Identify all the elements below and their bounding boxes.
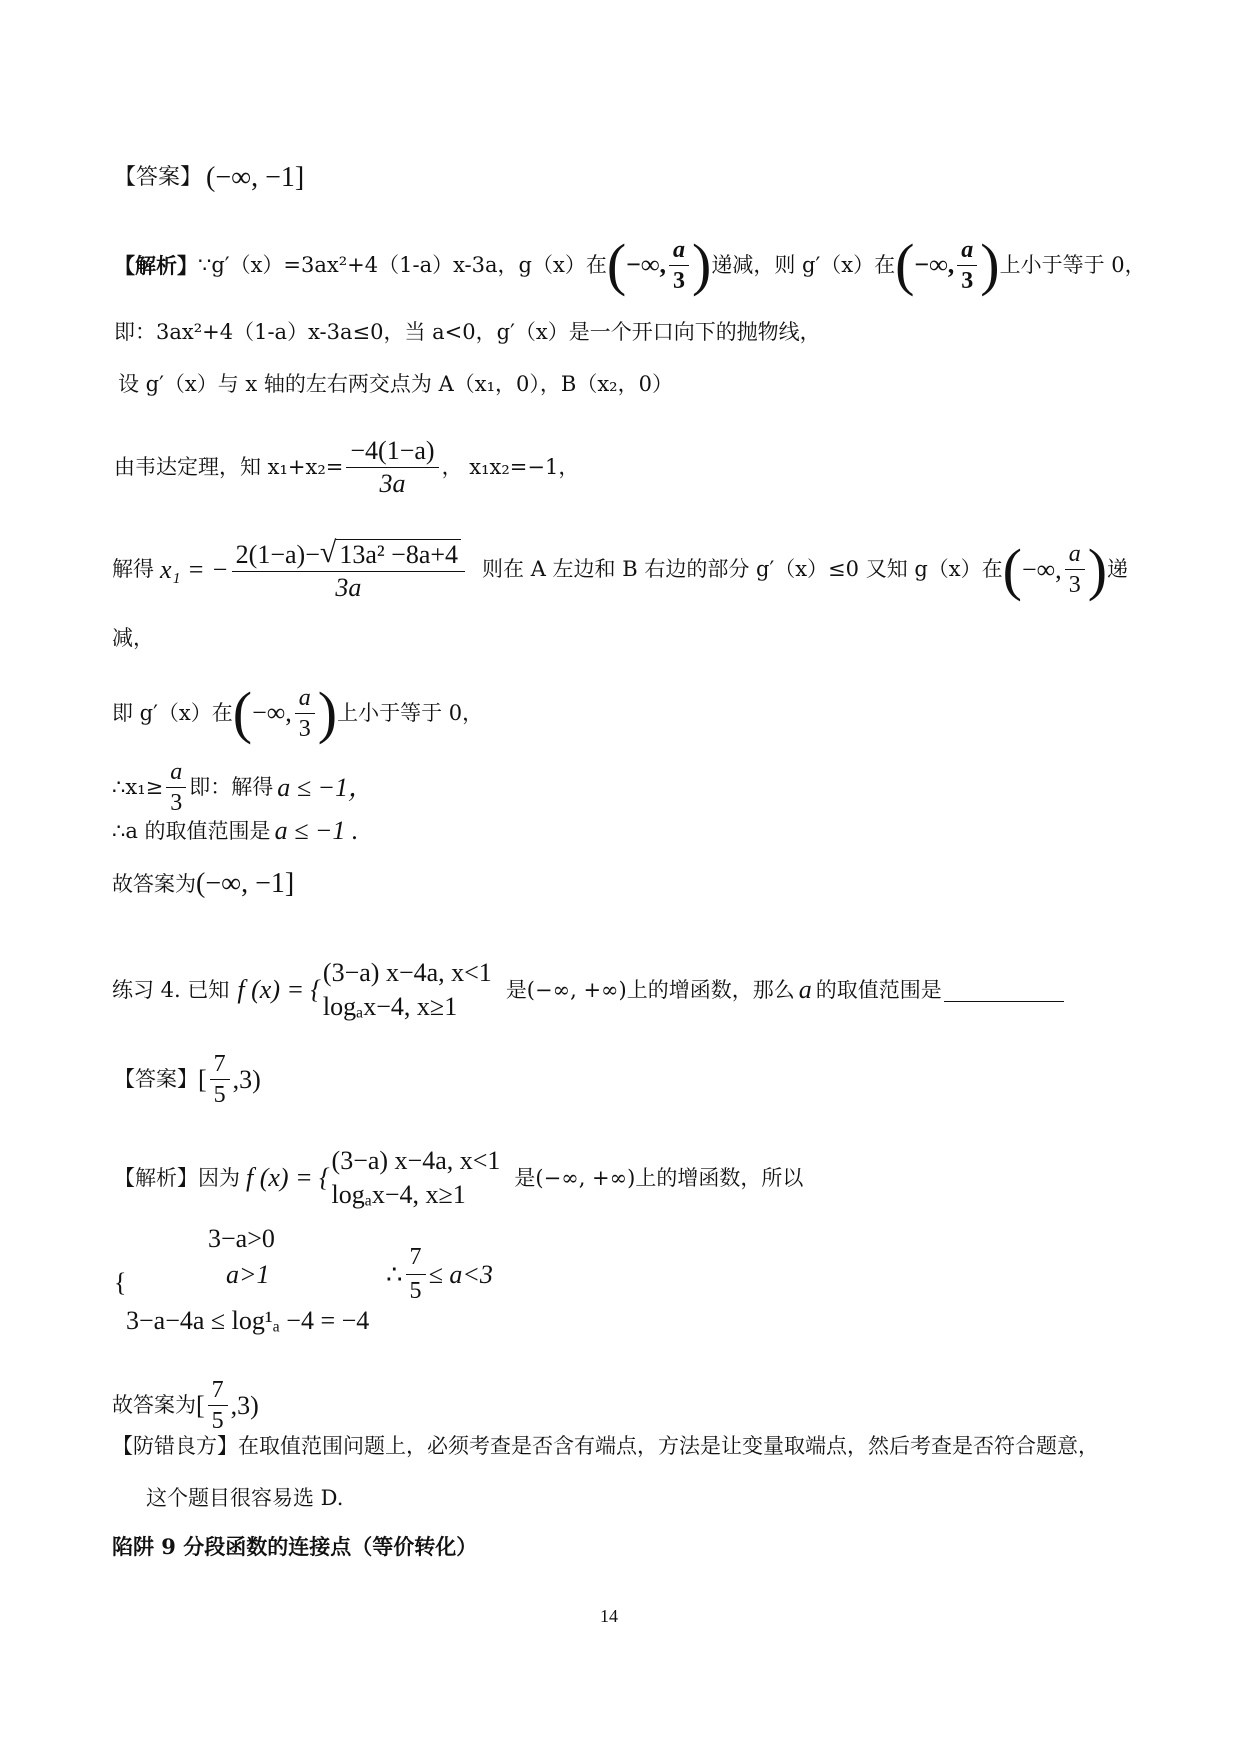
x1-label: x₁ = − [160, 554, 229, 584]
tip-line-1: 【防错良方】 在取值范围问题上，必须考查是否含有端点，方法是让变量取端点，然后考查是否符合题意， [112, 1434, 1099, 1458]
page-number: 14 [600, 1606, 618, 1626]
tip-line-2: 这个题目很容易选 D. [146, 1486, 344, 1510]
line-3: 设 g′（x）与 x 轴的左右两交点为 A（x₁，0），B（x₂，0） [118, 372, 673, 396]
answer-label: 【答案】 [114, 165, 203, 190]
answer-value: (−∞, −1] [206, 162, 305, 193]
analysis-line-2: 【解析】 因为 f (x) = { (3−a) x−4a, x<1 logₐx−4, x≥1 是(−∞, +∞)上的增函数，所以 [114, 1146, 804, 1209]
analysis-text: ∵g′（x）=3ax²+4（1-a）x-3a，g（x）在 [198, 252, 607, 277]
analysis-label: 【解析】 [114, 252, 198, 278]
conclusion-2: 故答案为 [ $\frac{7}{5}$ ,3) [112, 1377, 259, 1434]
exercise-4: 练习 4. 已知 f (x) = { (3−a) x−4a, x<1 logₐx−4, x≥1 是(−∞, +∞)上的增函数，那么 a 的取值范围是 [112, 960, 1064, 1020]
trap-9-heading: 陷阱 9 分段函数的连接点（等价转化） [112, 1534, 478, 1559]
analysis-text-3: 上小于等于 0， [999, 252, 1146, 277]
line-2: 即：3ax²+4（1-a）x-3a≤0，当 a<0，g′（x）是一个开口向下的抛物线， [114, 320, 821, 344]
answer-blank [944, 979, 1064, 1002]
analysis-text-2: 递减，则 g′（x）在 [711, 252, 896, 277]
interval-a3-3: ( −∞, $\frac{a}{3}$ ) [1002, 536, 1108, 602]
interval-a3: ( −∞, $\frac{a}{3}$ ) [606, 232, 712, 297]
solve-line: 解得 x₁ = − 2(1−a)− √ 13a² −8a+4 3a 则在 A 左边和 B 右边的部分 g′（x）≤0 又知 g（x）在 ( −∞, $\frac{a}{3}$ ) 递 [112, 536, 1129, 602]
vieta-line: 由韦达定理，知 x₁+x₂= $\frac{-4(1-a)}{3a}$ ， x₁x₂=−1， [114, 436, 580, 498]
answer-line-2: 【答案】 [ $\frac{7}{5}$ ,3) [114, 1051, 261, 1108]
answer-line-1 [114, 164, 304, 192]
vieta-fraction: $\frac{-4(1-a)}{3a}$ [346, 438, 438, 497]
analysis-line-1 [114, 232, 1146, 297]
conclusion-1: 故答案为 (−∞, −1] [112, 868, 295, 899]
x1-fraction: 2(1−a)− √ 13a² −8a+4 3a [232, 538, 465, 601]
interval-a3-2: ( −∞, $\frac{a}{3}$ ) [895, 232, 1000, 297]
line-ji: 即 g′（x）在 ( −∞, $\frac{a}{3}$ ) 上小于等于 0， [112, 680, 484, 745]
solve-wrap: 减， [112, 626, 154, 650]
therefore-2: ∴a 的取值范围是 a ≤ −1 . [112, 816, 359, 845]
therefore-1: ∴x₁≥ $\frac{a}{3}$ 即：解得 a ≤ −1， [112, 759, 375, 816]
interval-a3-4: ( −∞, $\frac{a}{3}$ ) [232, 680, 338, 745]
